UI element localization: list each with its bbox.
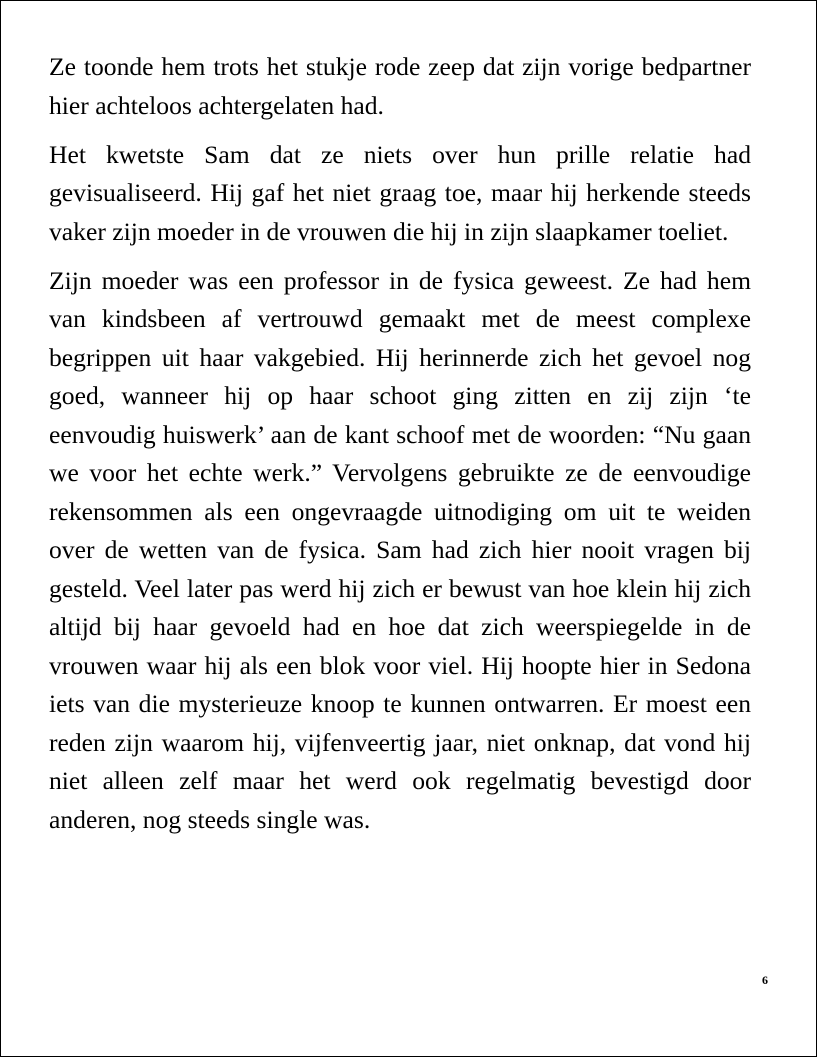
paragraph-2: Het kwetste Sam dat ze niets over hun prille relatie had gevisualiseerd. Hij gaf het niet graag toe, maar hij herkende steeds vaker zijn moeder in de vrouwen die hij in zijn slaapkamer toeliet.: [49, 139, 751, 246]
paragraph-1: Ze toonde hem trots het stukje rode zeep dat zijn vorige bedpartner hier achteloos achtergelaten had.: [49, 52, 751, 120]
page-number: 6: [762, 973, 768, 987]
body-text: [49, 48, 751, 850]
paragraph-3: Zijn moeder was een professor in de fysica geweest. Ze had hem van kindsbeen af vertrouwd gemaakt met de meest complexe begrippen uit haar vakgebied. Hij herinnerde zich het gevoel nog goed, wanneer hij op haar schoot ging zitten en zij zijn ‘te eenvoudig huiswerk’ aan de kant schoof met de woorden: “Nu gaan we voor het echte werk.” Vervolgens gebruikte ze de eenvoudige rekensommen als een ongevraagde uitnodiging om uit te weiden over de wetten van de fysica. Sam had zich hier nooit vragen bij gesteld. Veel later pas werd hij zich er bewust van hoe klein hij zich altijd bij haar gevoeld had en hoe dat zich weerspiegelde in de vrouwen waar hij als een blok voor viel. Hij hoopte hier in Sedona iets van die mysterieuze knoop te kunnen ontwarren. Er moest een reden zijn waarom hij, vijfenveertig jaar, niet onknap, dat vond hij niet alleen zelf maar het werd ook regelmatig bevestigd door anderen, nog steeds single was.: [49, 265, 751, 834]
